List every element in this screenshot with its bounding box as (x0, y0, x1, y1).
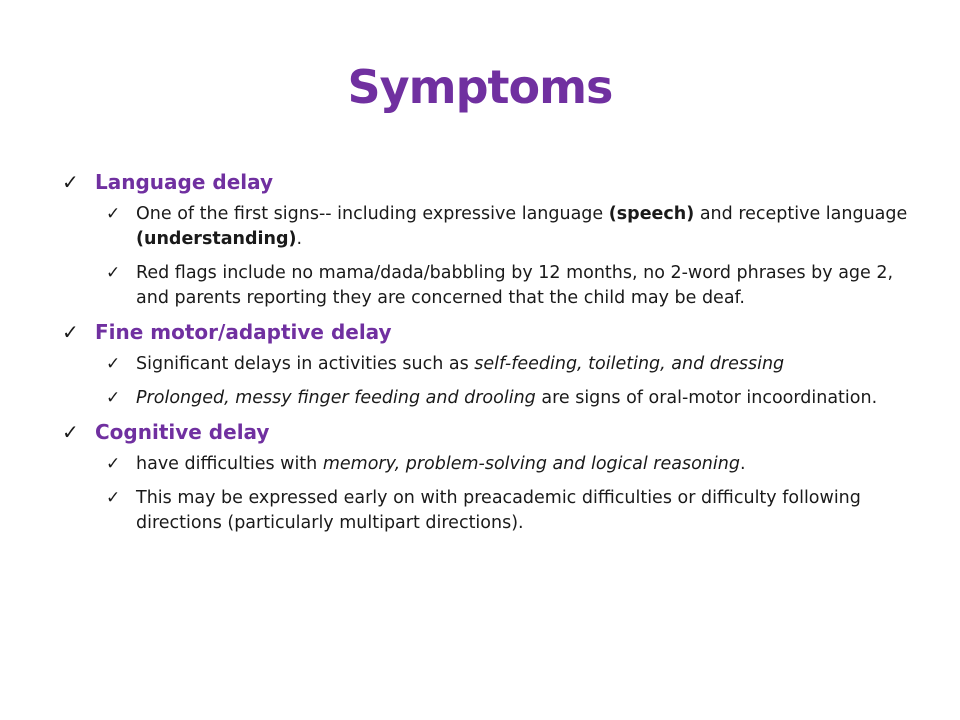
slide-content (62, 170, 912, 545)
checkmark-icon: ✓ (106, 204, 121, 224)
bullet-level2 (106, 352, 912, 377)
checkmark-icon: ✓ (106, 454, 121, 474)
text-run: . (296, 229, 303, 249)
section-heading: Fine motor/adaptive delay (95, 320, 392, 344)
bold-run: (speech) (608, 204, 695, 224)
bullet-level1 (62, 320, 912, 344)
checkmark-icon: ✓ (106, 263, 121, 283)
text-run: and receptive language (694, 204, 908, 224)
text-run: Significant delays in activities such as (136, 354, 475, 374)
text-run: are signs of oral-motor incoordination. (535, 388, 878, 408)
checkmark-icon: ✓ (106, 488, 121, 508)
section-cognitive-delay (62, 420, 912, 536)
bullet-level1 (62, 420, 912, 444)
bullet-level2 (106, 452, 912, 477)
bullet-level1 (62, 170, 912, 194)
section-heading: Language delay (95, 170, 274, 194)
bold-run: (understanding) (136, 229, 297, 249)
bullet-text: Red flags include no mama/dada/babbling by 12 months, no 2-word phrases by age 2, and parents reporting they are concerned that the child may be deaf. (136, 263, 894, 308)
bullet-text (136, 202, 912, 252)
slide-title: Symptoms (347, 60, 613, 114)
italic-run: self-feeding, toileting, and dressing (474, 354, 785, 374)
section-language-delay (62, 170, 912, 311)
text-run: have difficulties with (136, 454, 323, 474)
bullet-text (136, 452, 912, 477)
checkmark-icon: ✓ (62, 320, 79, 344)
text-run: . (739, 454, 746, 474)
italic-run: memory, problem-solving and logical reasoning (322, 454, 740, 474)
bullet-level2 (106, 386, 912, 411)
checkmark-icon: ✓ (62, 420, 79, 444)
bullet-level2 (106, 261, 912, 311)
section-heading: Cognitive delay (95, 420, 270, 444)
bullet-text (136, 352, 912, 377)
section-fine-motor-delay (62, 320, 912, 411)
bullet-text (136, 386, 912, 411)
bullet-level2 (106, 486, 912, 536)
bullet-text: This may be expressed early on with preacademic difficulties or difficulty following directions (particularly multipart directions). (136, 488, 861, 533)
checkmark-icon: ✓ (106, 388, 121, 408)
checkmark-icon: ✓ (62, 170, 79, 194)
text-run: One of the first signs-- including expressive language (136, 204, 609, 224)
bullet-level2 (106, 202, 912, 252)
italic-run: Prolonged, messy finger feeding and drooling (136, 388, 536, 408)
checkmark-icon: ✓ (106, 354, 121, 374)
